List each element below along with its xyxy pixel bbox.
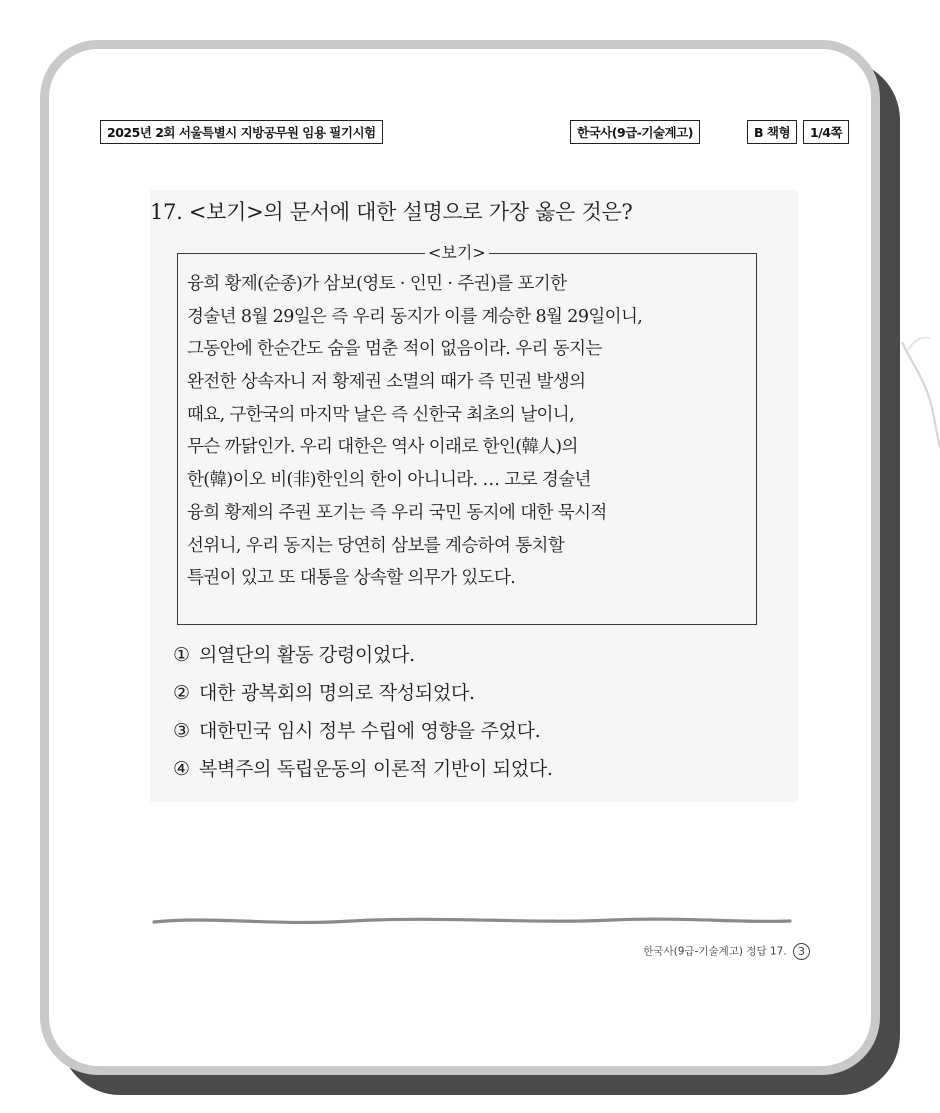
answer-text: 한국사(9급-기술계고) 정답 17.: [643, 945, 787, 958]
option-text: 대한 광복회의 명의로 작성되었다.: [199, 682, 475, 704]
decorative-curve: [900, 330, 940, 470]
passage-line: 선위니, 우리 동지는 당연히 삼보를 계승하여 통치할: [187, 535, 565, 556]
divider-brush-stroke: [152, 912, 792, 930]
option-3: [173, 712, 553, 750]
option-number: ③: [173, 720, 190, 742]
answer-circle-number: 3: [793, 943, 810, 960]
option-number: ①: [173, 644, 190, 666]
option-1: [173, 636, 553, 674]
question-scan: [150, 190, 798, 802]
option-4: [173, 750, 553, 788]
option-text: 복벽주의 독립운동의 이론적 기반이 되었다.: [199, 758, 553, 780]
passage-line: 융희 황제(순종)가 삼보(영토 · 인민 · 주권)를 포기한: [187, 274, 567, 294]
option-number: ④: [173, 758, 190, 780]
passage-line: 경술년 8월 29일은 즉 우리 동지가 이를 계승한 8월 29일이니,: [187, 306, 643, 327]
example-passage-box: [177, 253, 757, 625]
booklet-type-box: B 책형: [747, 120, 797, 144]
passage-line: 때요, 구한국의 마지막 날은 즉 신한국 최초의 날이니,: [187, 404, 575, 425]
option-text: 의열단의 활동 강령이었다.: [199, 644, 415, 666]
example-box-label: <보기>: [425, 240, 489, 263]
passage-line: 융희 황제의 주권 포기는 즉 우리 국민 동지에 대한 묵시적: [187, 502, 607, 523]
subject-box: 한국사(9급-기술계고): [570, 120, 700, 144]
exam-header: [100, 120, 870, 146]
passage-line: 무슨 까닭인가. 우리 대한은 역사 이래로 한인(韓人)의: [187, 437, 578, 458]
passage-line: 특권이 있고 또 대통을 상속할 의무가 있도다.: [187, 568, 516, 589]
option-number: ②: [173, 682, 190, 704]
passage-line: 한(韓)이오 비(非)한인의 한이 아니니라. … 고로 경술년: [187, 470, 591, 491]
exam-name-box: 2025년 2회 서울특별시 지방공무원 임용 필기시험: [100, 120, 383, 144]
option-2: [173, 674, 553, 712]
answer-options: [173, 636, 553, 788]
option-text: 대한민국 임시 정부 수립에 영향을 주었다.: [199, 720, 541, 742]
question-title: 17. <보기>의 문서에 대한 설명으로 가장 옳은 것은?: [150, 200, 633, 224]
passage-line: 그동안에 한순간도 숨을 멈춘 적이 없음이라. 우리 동지는: [187, 339, 602, 360]
answer-note: [643, 943, 810, 960]
passage-line: 완전한 상속자니 저 황제권 소멸의 때가 즉 민권 발생의: [187, 372, 586, 393]
page-number-box: 1/4쪽: [803, 120, 849, 144]
